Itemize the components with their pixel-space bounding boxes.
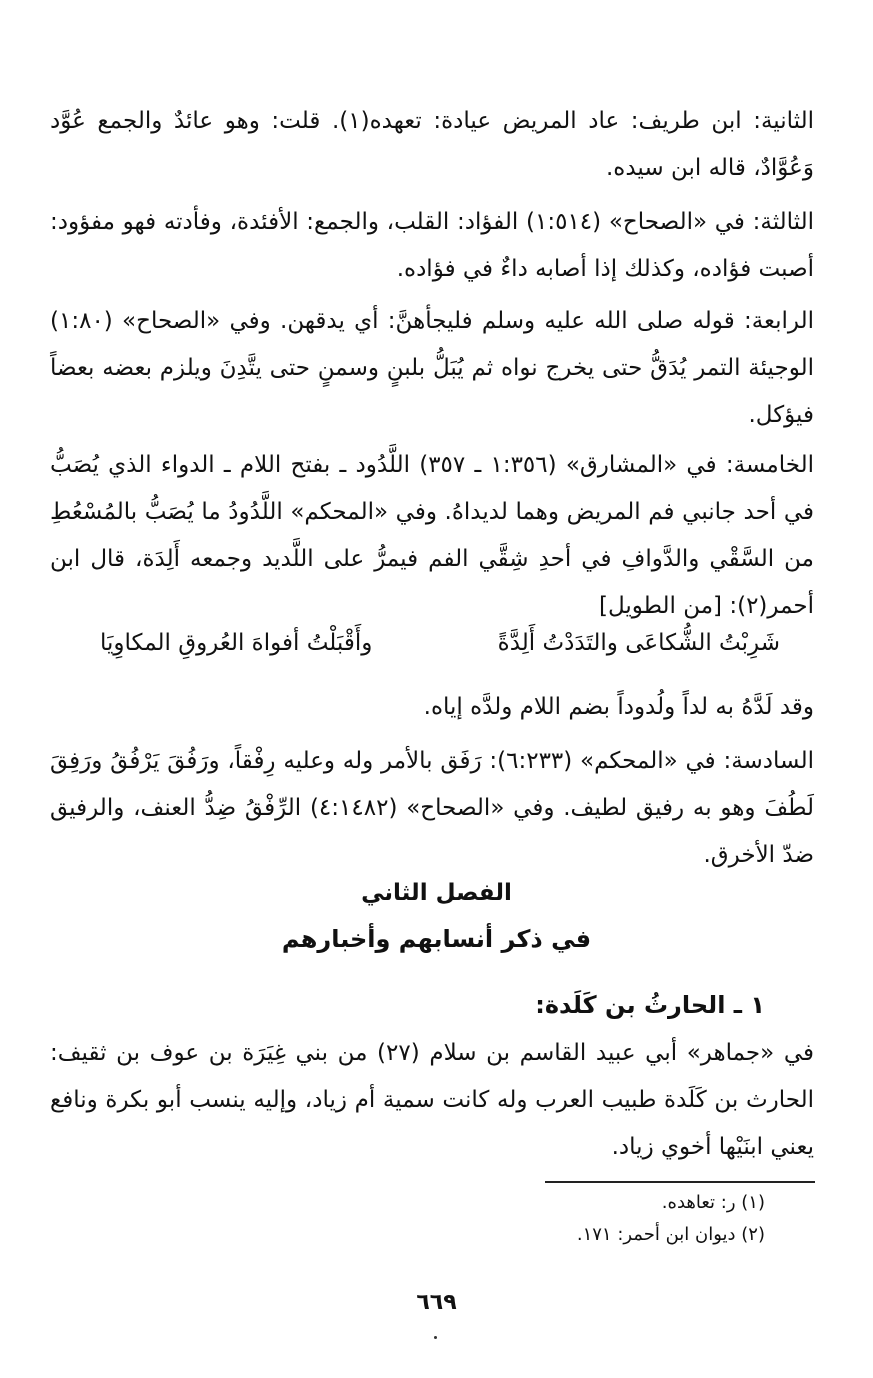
paragraph-text: الرابعة: قوله صلى الله عليه وسلم فليجأهنَّ: أي يدقهن. وفي «الصحاح» (١:٨٠) الوجيئة التمر يُدَقُّ حتى يخرج نواه ثم يُبَلُّ بلبنٍ وسمنٍ حتى يتَّدِنَ ويلزم بعضه بعضاً فيؤكل. [50, 308, 814, 428]
page-number: ٦٦٩ [416, 1290, 457, 1315]
footnote-1: (١) ر: تعاهده. [661, 1192, 765, 1213]
paragraph-fifth-continued [50, 684, 814, 731]
paragraph-text: الثالثة: في «الصحاح» (١:٥١٤) الفؤاد: القلب، والجمع: الأفئدة، وفأدته فهو مفؤود: أصبت فؤاده، وكذلك إذا أصابه داءٌ في فؤاده. [50, 209, 814, 282]
verse-first-hemistich: شَرِبْتُ الشُّكاعَى والتَدَدْتُ أَلِدَّةً [497, 630, 780, 656]
footnote-divider [545, 1181, 815, 1183]
entry-heading: ١ ـ الحارثُ بن كَلَدة: [535, 991, 765, 1019]
paragraph-second [50, 98, 814, 192]
entry-paragraph [50, 1030, 814, 1171]
paragraph-text: السادسة: في «المحكم» (٦:٢٣٣): رَفَق بالأمر وله وعليه رِفْقاً، ورَفُقَ يَرْفُقُ ورَفِقَ لَطُفَ وهو به رفيق لطيف. وفي «الصحاح» (٤:١٤٨٢) الرِّفْقُ ضِدُّ العنف، والرفيق ضدّ الأخرق. [50, 748, 814, 868]
paragraph-text: في «جماهر» أبي عبيد القاسم بن سلام (٢٧) من بني غِيَرَة بن عوف بن ثقيف: الحارث بن كَلَدة طبيب العرب وله كانت سمية أم زياد، وإليه ينسب أبو بكرة ونافع يعني ابنَيْها أخوي زياد. [50, 1040, 814, 1160]
paragraph-third [50, 199, 814, 293]
paragraph-text: الخامسة: في «المشارق» (١:٣٥٦ ـ ٣٥٧) اللَّدُود ـ بفتح اللام ـ الدواء الذي يُصَبُّ في أحد جانبي فم المريض وهما لديداهُ. وفي «المحكم» اللَّدُودُ ما يُصَبُّ بالمُسْعُطِ من السَّقْي والدَّوافِ في أحدِ شِقَّي الفم فيمرُّ على اللَّديد وجمعه أَلِدَة، قال ابن أحمر(٢): [من الطويل] [50, 452, 814, 619]
chapter-subtitle: في ذكر أنسابهم وأخبارهم [281, 925, 592, 953]
poetry-verse [100, 620, 780, 667]
verse-second-hemistich: وأَقْبَلْتُ أفواهَ العُروقِ المكاوِيَا [100, 630, 373, 656]
paragraph-text: وقد لَدَّهُ به لداً ولُدوداً بضم اللام ولدَّه إياه. [423, 694, 814, 720]
paragraph-fifth [50, 442, 814, 630]
footnote-2: (٢) ديوان ابن أحمر: ١٧١. [576, 1224, 765, 1245]
bottom-dot [434, 1336, 437, 1339]
paragraph-sixth [50, 738, 814, 879]
chapter-title: الفصل الثاني [361, 880, 512, 906]
paragraph-text: الثانية: ابن طريف: عاد المريض عيادة: تعهده(١). قلت: وهو عائدٌ والجمع عُوَّد وَعُوَّادٌ، قاله ابن سيده. [50, 108, 814, 181]
paragraph-fourth [50, 298, 814, 439]
